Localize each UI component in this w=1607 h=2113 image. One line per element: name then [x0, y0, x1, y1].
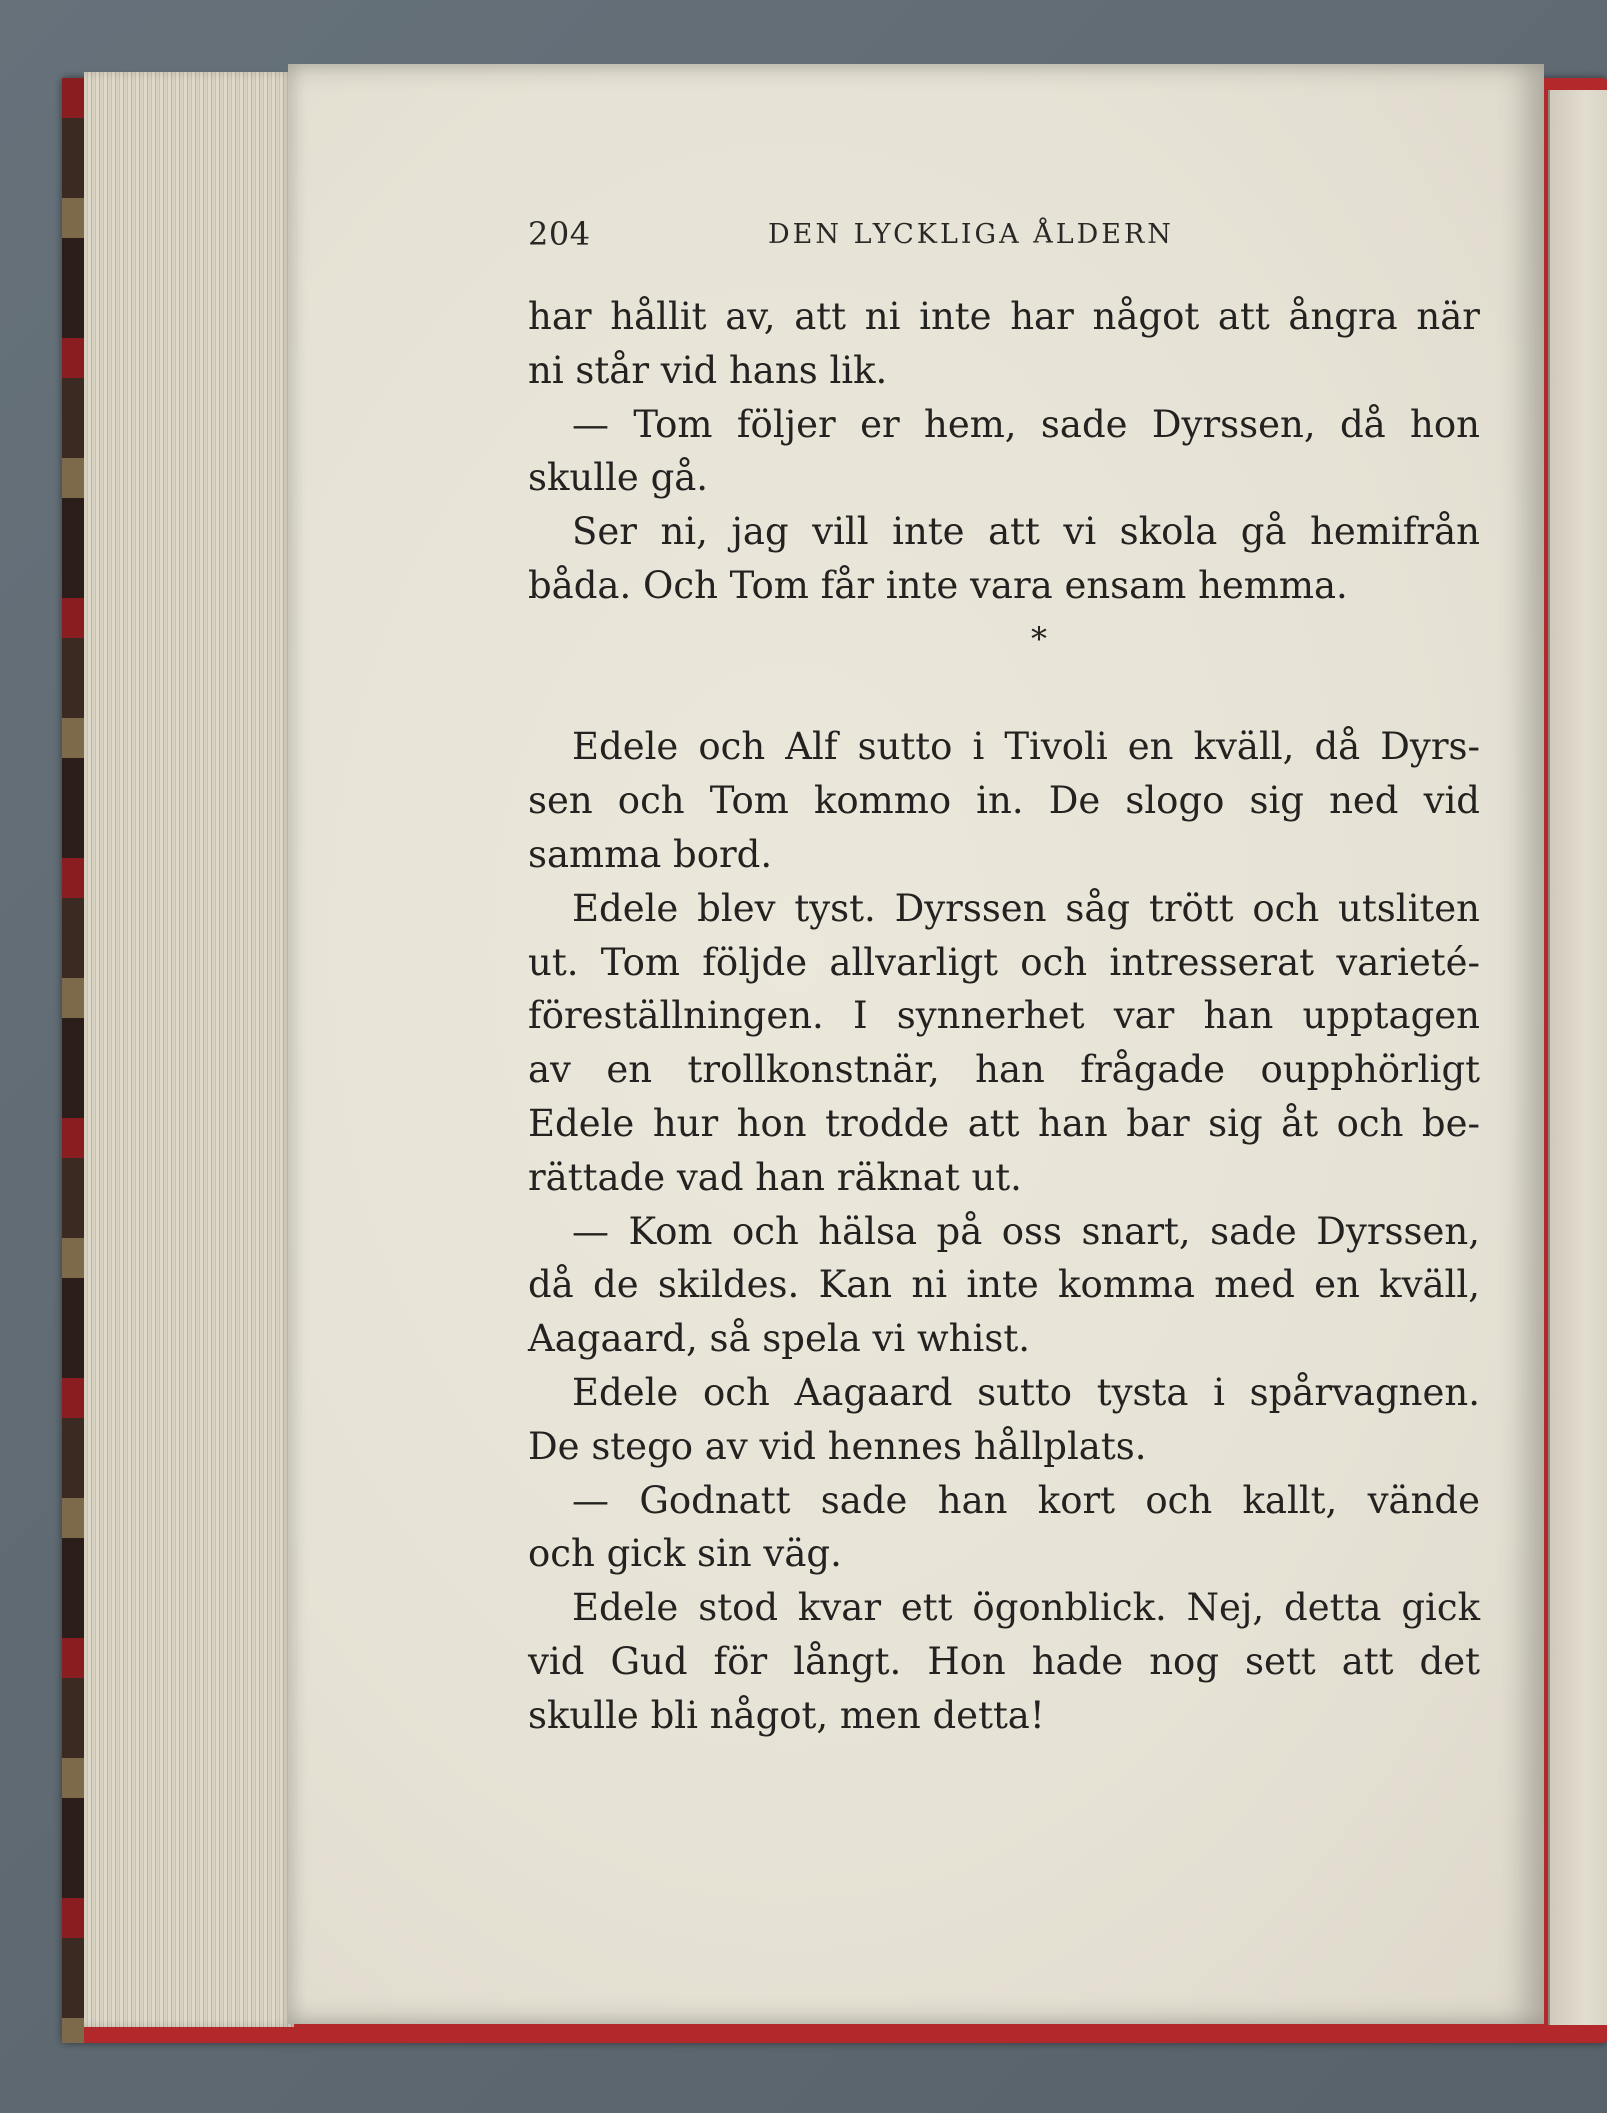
- text-line: vid Gud för långt. Hon hade nog sett att det: [528, 1639, 1480, 1683]
- text-line: Ser ni, jag vill inte att vi skola gå hemifrån: [572, 510, 1480, 554]
- text-line: — Kom och hälsa på oss snart, sade Dyrssen,: [572, 1209, 1480, 1253]
- text-section-1: [528, 290, 1480, 613]
- text-line: Aagaard, så spela vi whist.: [528, 1317, 1030, 1361]
- text-line: samma bord.: [528, 832, 773, 876]
- text-line: sen och Tom kommo in. De slogo sig ned vid: [528, 779, 1480, 823]
- text-line: Edele och Aagaard sutto tysta i spårvagnen.: [572, 1370, 1480, 1414]
- text-line: föreställningen. I synnerhet var han upptagen: [528, 994, 1480, 1038]
- section-break-asterisk: *: [1031, 619, 1047, 658]
- text-line: Edele blev tyst. Dyrssen såg trött och utsliten: [572, 886, 1480, 930]
- text-line: och gick sin väg.: [528, 1532, 842, 1576]
- text-line: Edele och Alf sutto i Tivoli en kväll, då Dyrs-: [572, 725, 1480, 769]
- text-line: skulle bli något, men detta!: [528, 1693, 1045, 1737]
- page-header: [528, 215, 1480, 259]
- text-section-2: [528, 720, 1480, 1742]
- text-line: De stego av vid hennes hållplats.: [528, 1424, 1147, 1468]
- text-line: då de skildes. Kan ni inte komma med en kväll,: [528, 1263, 1480, 1307]
- text-line: av en trollkonstnär, han frågade oupphörligt: [528, 1048, 1480, 1092]
- text-line: ut. Tom följde allvarligt och intresserat varieté-: [528, 940, 1480, 984]
- text-line: — Godnatt sade han kort och kallt, vände: [572, 1478, 1480, 1522]
- page-number: 204: [528, 215, 591, 253]
- page-edges: [84, 72, 294, 2027]
- text-line: Edele stod kvar ett ögonblick. Nej, detta gick: [572, 1586, 1480, 1630]
- text-line: — Tom följer er hem, sade Dyrssen, då hon: [572, 402, 1480, 446]
- body-text: [528, 290, 1480, 1743]
- text-line: båda. Och Tom får inte vara ensam hemma.: [528, 563, 1348, 607]
- text-line: skulle gå.: [528, 456, 709, 500]
- text-line: rättade vad han räknat ut.: [528, 1155, 1022, 1199]
- cover-marbled-edge: [62, 78, 84, 2043]
- facing-page-edge: [1548, 90, 1607, 2025]
- text-line: har hållit av, att ni inte har något att ångra när: [528, 295, 1480, 338]
- text-line: Edele hur hon trodde att han bar sig åt och be-: [528, 1101, 1480, 1145]
- text-line: ni står vid hans lik.: [528, 348, 888, 392]
- running-title: DEN LYCKLIGA ÅLDERN: [768, 219, 1174, 250]
